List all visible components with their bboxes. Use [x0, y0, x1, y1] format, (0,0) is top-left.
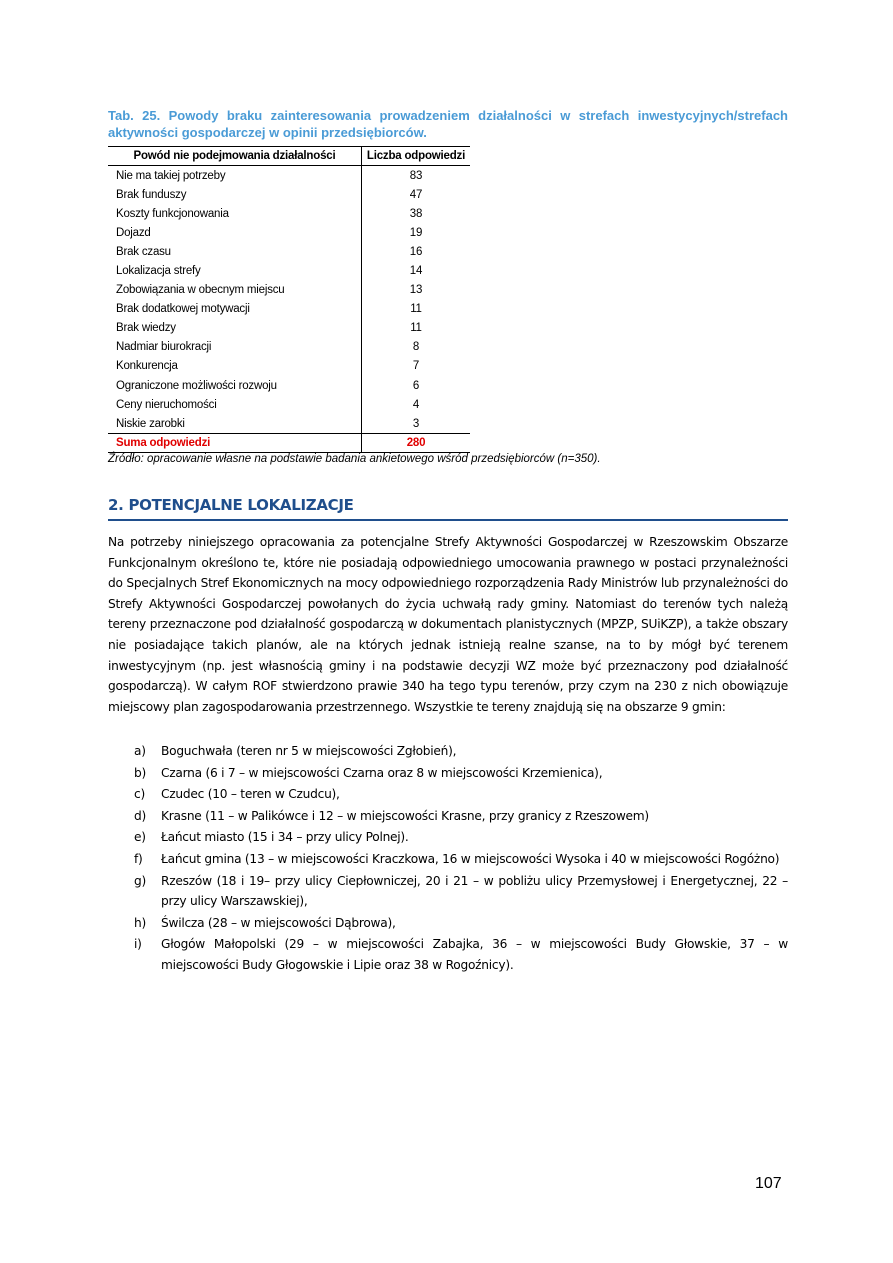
list-item-text: Krasne (11 – w Palikówce i 12 – w miejscowości Krasne, przy granicy z Rzeszowem) [161, 808, 649, 823]
list-item [108, 763, 788, 784]
list-item [108, 934, 788, 975]
column-header-count: Liczba odpowiedzi [362, 147, 471, 166]
table-row [108, 261, 470, 280]
list-item [108, 871, 788, 912]
reason-cell: Ceny nieruchomości [108, 395, 362, 414]
list-item-text: Czarna (6 i 7 – w miejscowości Czarna oraz 8 w miejscowości Krzemienica), [161, 765, 603, 780]
list-item [108, 741, 788, 762]
reason-cell: Niskie zarobki [108, 414, 362, 434]
count-cell: 83 [409, 169, 423, 182]
list-item-text: Czudec (10 – teren w Czudcu), [161, 787, 340, 802]
reason-cell: Nie ma takiej potrzeby [108, 166, 362, 186]
table-row [108, 204, 470, 223]
list-item-text: Rzeszów (18 i 19– przy ulicy Ciepłowniczej, 20 i 21 – w pobliżu ulicy Przemysłowej i Energetycznej, 22 – przy ulicy Warszawskiej), [161, 873, 788, 909]
count-cell: 13 [409, 284, 423, 297]
list-item [108, 806, 788, 827]
count-cell: 8 [412, 341, 420, 354]
sum-row [108, 434, 470, 453]
count-cell: 7 [412, 360, 420, 373]
reason-cell: Koszty funkcjonowania [108, 204, 362, 223]
list-marker: a) [134, 744, 146, 758]
sum-label: Suma odpowiedzi [108, 434, 362, 453]
count-cell: 47 [409, 188, 423, 201]
table-row [108, 376, 470, 395]
table-header-row [108, 147, 470, 166]
reason-cell: Brak dodatkowej motywacji [108, 300, 362, 319]
list-marker: g) [134, 873, 146, 888]
list-item [108, 849, 788, 870]
list-item [108, 913, 788, 934]
reason-cell: Brak wiedzy [108, 319, 362, 338]
reason-cell: Nadmiar biurokracji [108, 338, 362, 357]
list-item-text: Łańcut gmina (13 – w miejscowości Kraczkowa, 16 w miejscowości Wysoka i 40 w miejscowości Rogóżno) [161, 851, 780, 866]
table-caption: Tab. 25. Powody braku zainteresowania prowadzeniem działalności w strefach inwestycyjnych/strefach aktywności gospodarczej w opinii przedsiębiorców. [108, 108, 788, 140]
body-paragraph: Na potrzeby niniejszego opracowania za potencjalne Strefy Aktywności Gospodarczej w Rzeszowskim Obszarze Funkcjonalnym określono te, które nie posiadają odpowiedniego umocowania prawnego w postaci przynależności do Specjalnych Stref Ekonomicznych na mocy odpowiedniego rozporządzenia Rady Ministrów lub przynależności do Strefy Aktywności Gospodarczej powołanych do życia uchwałą rady gminy. Natomiast do terenów tych należą tereny przeznaczone pod działalność gospodarczą w dokumentach planistycznych (MPZP, SUiKZP), a także obszary nie posiadające takich planów, ale na których jednak istnieją realne szanse, na to by mógł być terenem inwestycyjnym (np. jest własnością gminy i na podstawie decyzji WZ może być przeznaczony pod działalność gospodarczą). W całym ROF stwierdzono prawie 340 ha tego typu terenów, przy czym na 230 z nich obowiązuje miejscowy plan zagospodarowania przestrzennego. Wszystkie te tereny znajdują się na obszarze 9 gmin: [108, 535, 788, 714]
table-source-note: Źródło: opracowanie własne na podstawie badania ankietowego wśród przedsiębiorców (n=350). [108, 453, 601, 465]
reason-cell: Brak czasu [108, 242, 362, 261]
table-row [108, 166, 470, 186]
reason-cell: Ograniczone możliwości rozwoju [108, 376, 362, 395]
count-cell: 3 [412, 417, 420, 430]
list-item-text: Łańcut miasto (15 i 34 – przy ulicy Polnej). [161, 830, 409, 845]
list-item-text: Świlcza (28 – w miejscowości Dąbrowa), [161, 915, 396, 930]
table-row [108, 319, 470, 338]
count-cell: 14 [409, 265, 423, 278]
table-row [108, 242, 470, 261]
table-row [108, 223, 470, 242]
count-cell: 16 [409, 245, 423, 258]
list-marker: b) [134, 765, 146, 780]
list-item [108, 784, 788, 805]
list-marker: f) [134, 851, 143, 866]
table-row [108, 338, 470, 357]
table-row [108, 414, 470, 434]
list-item-text: Boguchwała (teren nr 5 w miejscowości Zgłobień), [161, 744, 457, 758]
table-row [108, 300, 470, 319]
table-row [108, 395, 470, 414]
sum-value: 280 [362, 434, 471, 453]
list-marker: i) [134, 937, 142, 952]
count-cell: 38 [409, 207, 423, 220]
list-marker: c) [134, 787, 145, 802]
page-number: 107 [755, 1175, 782, 1192]
reason-cell: Konkurencja [108, 357, 362, 376]
count-cell: 11 [410, 322, 422, 335]
list-marker: e) [134, 830, 146, 845]
count-cell: 11 [410, 303, 422, 316]
list-item [108, 827, 788, 848]
count-cell: 4 [412, 398, 420, 411]
table-row [108, 357, 470, 376]
reason-cell: Lokalizacja strefy [108, 261, 362, 280]
table-row [108, 185, 470, 204]
reason-cell: Brak funduszy [108, 185, 362, 204]
municipality-list [108, 741, 788, 977]
reason-cell: Dojazd [108, 223, 362, 242]
reasons-table [108, 146, 470, 453]
count-cell: 6 [412, 379, 420, 392]
list-item-text: Głogów Małopolski (29 – w miejscowości Zabajka, 36 – w miejscowości Budy Głowskie, 37 – w miejscowości Budy Głogowskie i Lipie oraz 38 w Rogoźnicy). [161, 937, 788, 972]
list-marker: h) [134, 915, 146, 930]
table-row [108, 281, 470, 300]
section-heading: 2. POTENCJALNE LOKALIZACJE [108, 496, 788, 521]
column-header-reason: Powód nie podejmowania działalności [108, 147, 362, 166]
reason-cell: Zobowiązania w obecnym miejscu [108, 281, 362, 300]
count-cell: 19 [409, 226, 423, 239]
list-marker: d) [134, 808, 146, 823]
